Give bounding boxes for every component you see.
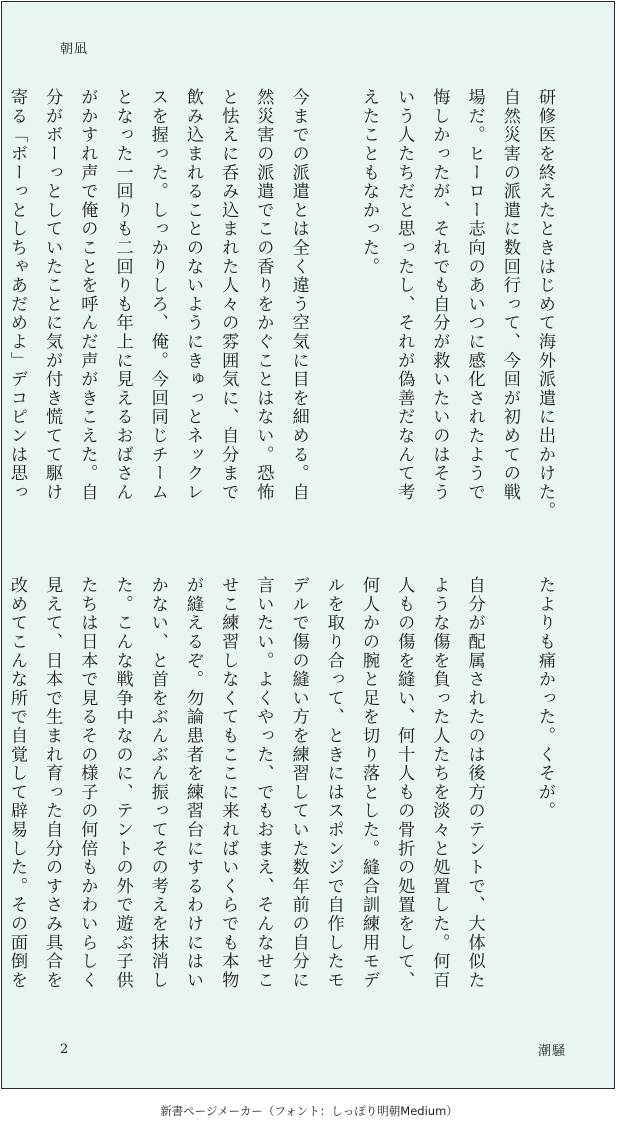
text-column: 飲み込まれることのないようにきゅっとネックレ	[182, 88, 203, 502]
text-column: たちは日本で見るその様子の何倍もかわいらしく	[77, 576, 98, 990]
text-column: が縫えるぞ。勿論患者を練習台にするわけにはい	[182, 576, 203, 990]
text-column: 分がボーっとしていたことに気が付き慌てて駆け	[42, 88, 63, 502]
text-column: 今までの派遣とは全く違う空気に目を細める。自	[288, 88, 309, 502]
blank-column	[316, 88, 351, 520]
text-column: となった一回りも二回りも年上に見えるおばさん	[112, 88, 133, 502]
header-title: 朝凪	[60, 42, 89, 57]
text-column: 見えて、日本で生まれ育った自分のすさみ具合を	[42, 576, 63, 990]
page-number: 2	[60, 1042, 69, 1057]
text-column: スを握った。しっかりしろ、俺。今回同じチーム	[147, 88, 168, 502]
text-column: ような傷を負った人たちを淡々と処置した。何百	[429, 576, 450, 990]
text-column: 研修医を終えたときはじめて海外派遣に出かけた。	[535, 88, 555, 521]
text-block-bottom	[0, 576, 562, 990]
text-column: 場だ。ヒーロー志向のあいつに感化されたようで	[464, 88, 485, 502]
text-column: ルを取り合って、ときにはスポンジで自作したモ	[323, 576, 344, 990]
blank-column	[492, 576, 527, 990]
text-column: 人もの傷を縫い、何十人もの骨折の処置をして、	[394, 576, 415, 990]
text-column: 言いたい。よくやった、でもおまえ、そんなせこ	[253, 576, 274, 990]
text-column: 悔しかったが、それでも自分が救いたいのはそう	[429, 88, 450, 502]
text-column: せこ練習しなくてもここに来ればいくらでも本物	[218, 576, 239, 990]
text-column: と怯えに呑み込まれた人々の雰囲気に、自分まで	[218, 88, 239, 502]
text-column: 何人かの腕と足を切り落とした。縫合訓練用モデ	[358, 576, 379, 990]
text-column: た。こんな戦争中なのに、テントの外で遊ぶ子供	[112, 576, 133, 990]
text-column: いう人たちだと思ったし、それが偽善だなんて考	[394, 88, 415, 502]
text-column: かない、と首をぶんぶん振ってその考えを抹消し	[147, 576, 168, 990]
generator-caption: 新書ページメーカー（フォント：しっぽり明朝Medium）	[160, 1104, 458, 1118]
text-column: 然災害の派遣でこの香りをかぐことはない。恐怖	[253, 88, 274, 502]
text-column: 改めてこんな所で自覚して辟易した。その面倒を	[6, 576, 27, 990]
text-column: 自然災害の派遣に数回行って、今回が初めての戦	[499, 88, 520, 502]
footer-title: 潮騒	[538, 1044, 567, 1059]
text-column: たよりも痛かった。くそが。	[535, 576, 555, 821]
text-block-top	[0, 88, 562, 520]
book-page	[1, 1, 615, 1089]
text-column: えたこともなかった。	[358, 88, 379, 276]
text-column: 自分が配属されたのは後方のテントで、大体似た	[464, 576, 485, 990]
text-column: デルで傷の縫い方を練習していた数年前の自分に	[288, 576, 309, 990]
text-column: 寄る「ボーっとしちゃあだめよ」デコピンは思っ	[6, 88, 27, 502]
text-column: がかすれ声で俺のことを呼んだ声がきこえた。自	[77, 88, 98, 502]
